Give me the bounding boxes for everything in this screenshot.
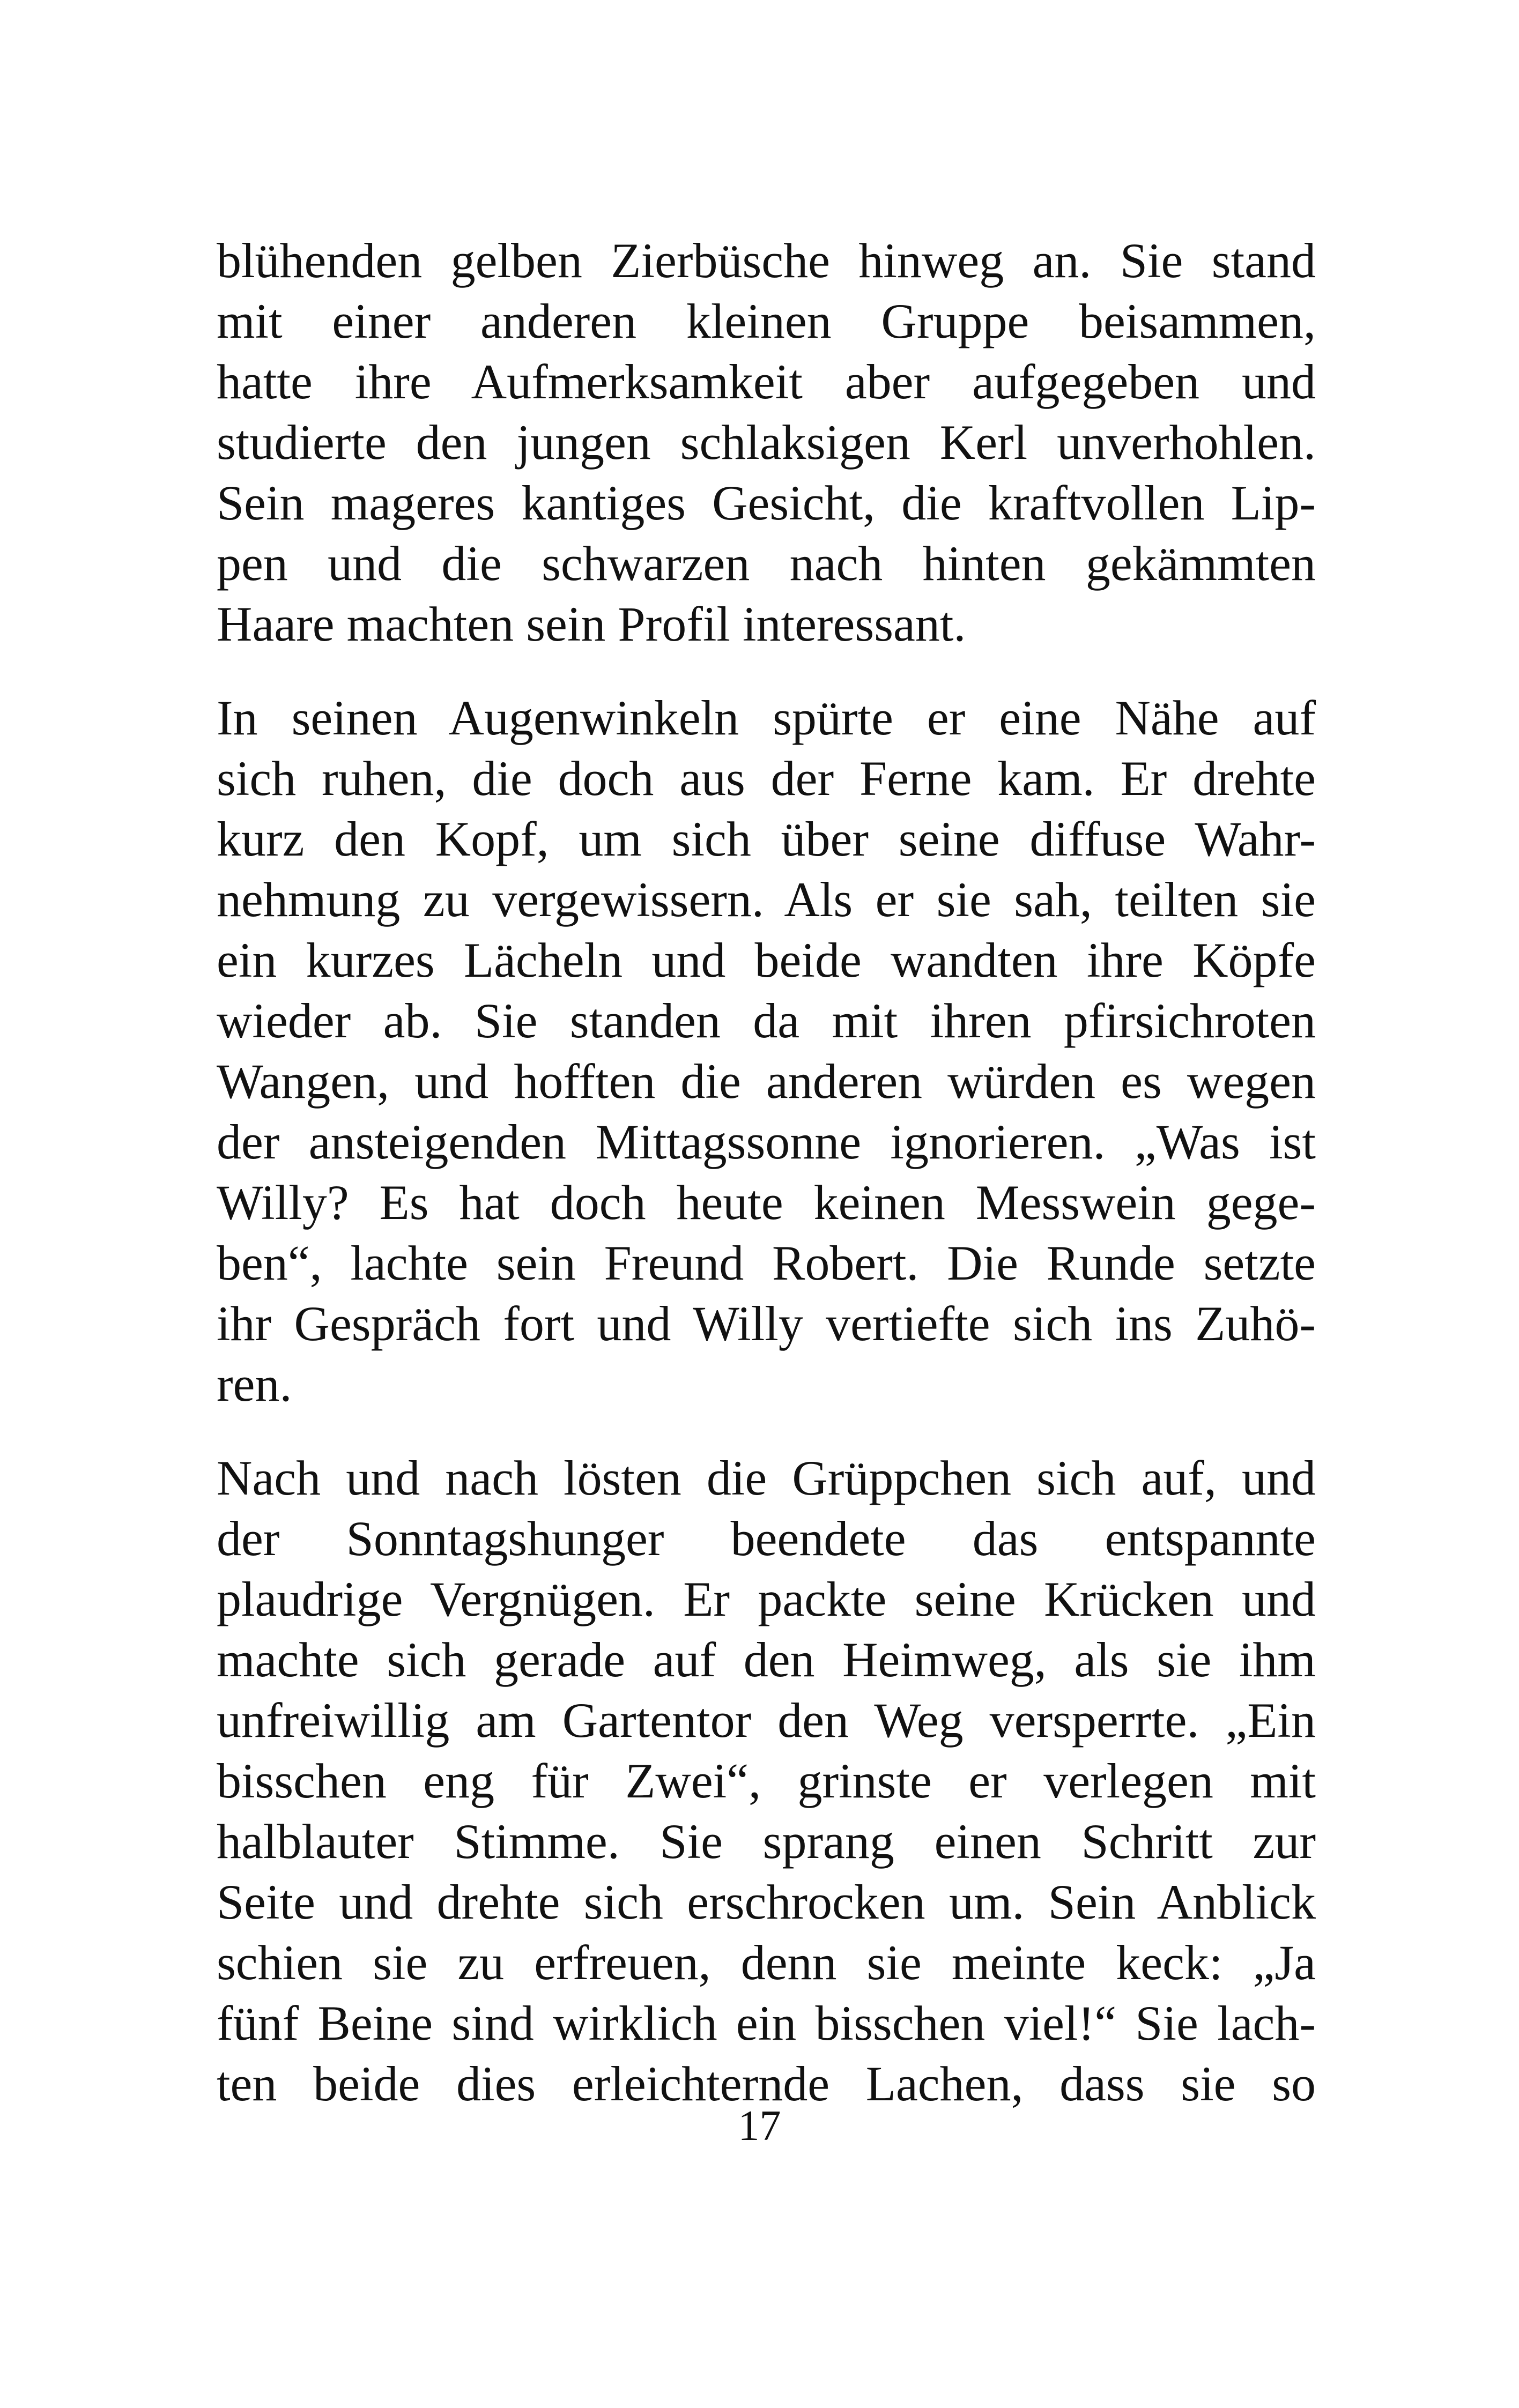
text-line: mit einer anderen kleinen Gruppe beisammen, [217, 294, 1316, 348]
text-line: ten beide dies erleichternde Lachen, dass sie so [217, 2056, 1316, 2111]
text-line: pen und die schwarzen nach hinten gekämmten [217, 536, 1316, 591]
text-line: unfreiwillig am Gartentor den Weg versperrte. „Ein [217, 1693, 1316, 1748]
text-line: ben“, lachte sein Freund Robert. Die Runde setzte [217, 1236, 1316, 1290]
paragraph-3 [217, 1448, 1316, 2114]
text-line: Sein mageres kantiges Gesicht, die kraftvollen Lip- [217, 475, 1316, 530]
text-line: fünf Beine sind wirklich ein bisschen viel!“ Sie lach- [217, 1996, 1316, 2050]
text-line: der Sonntagshunger beendete das entspannte [217, 1511, 1316, 1566]
text-line: bisschen eng für Zwei“, grinste er verlegen mit [217, 1753, 1316, 1808]
text-line: schien sie zu erfreuen, denn sie meinte keck: „Ja [217, 1935, 1316, 1990]
text-line: halblauter Stimme. Sie sprang einen Schritt zur [217, 1814, 1316, 1869]
text-line: nehmung zu vergewissern. Als er sie sah, teilten sie [217, 872, 1316, 927]
text-line: Haare machten sein Profil interessant. [217, 597, 966, 651]
text-line: ren. [217, 1357, 292, 1411]
text-line: Seite und drehte sich erschrocken um. Sein Anblick [217, 1875, 1316, 1929]
text-line: kurz den Kopf, um sich über seine diffuse Wahr- [217, 812, 1316, 866]
text-line: ein kurzes Lächeln und beide wandten ihre Köpfe [217, 933, 1316, 987]
text-line: Nach und nach lösten die Grüppchen sich auf, und [217, 1451, 1316, 1505]
text-line: studierte den jungen schlaksigen Kerl unverhohlen. [217, 415, 1316, 470]
text-line: ihr Gespräch fort und Willy vertiefte sich ins Zuhö- [217, 1296, 1316, 1351]
text-line: plaudrige Vergnügen. Er packte seine Krücken und [217, 1572, 1316, 1626]
text-line: Wangen, und hofften die anderen würden es wegen [217, 1054, 1316, 1109]
text-line: sich ruhen, die doch aus der Ferne kam. Er drehte [217, 751, 1316, 806]
body-text [217, 231, 1316, 2114]
text-line: In seinen Augenwinkeln spürte er eine Nähe auf [217, 690, 1316, 745]
text-line: der ansteigenden Mittagssonne ignorieren. „Was ist [217, 1114, 1316, 1169]
paragraph-1 [217, 231, 1316, 655]
text-line: wieder ab. Sie standen da mit ihren pfirsichroten [217, 993, 1316, 1048]
page-number: 17 [738, 2102, 781, 2150]
paragraph-2 [217, 688, 1316, 1415]
text-line: machte sich gerade auf den Heimweg, als sie ihm [217, 1632, 1316, 1687]
text-line: hatte ihre Aufmerksamkeit aber aufgegeben und [217, 354, 1316, 409]
text-line: blühenden gelben Zierbüsche hinweg an. Sie stand [217, 233, 1316, 288]
text-line: Willy? Es hat doch heute keinen Messwein gege- [217, 1175, 1316, 1230]
